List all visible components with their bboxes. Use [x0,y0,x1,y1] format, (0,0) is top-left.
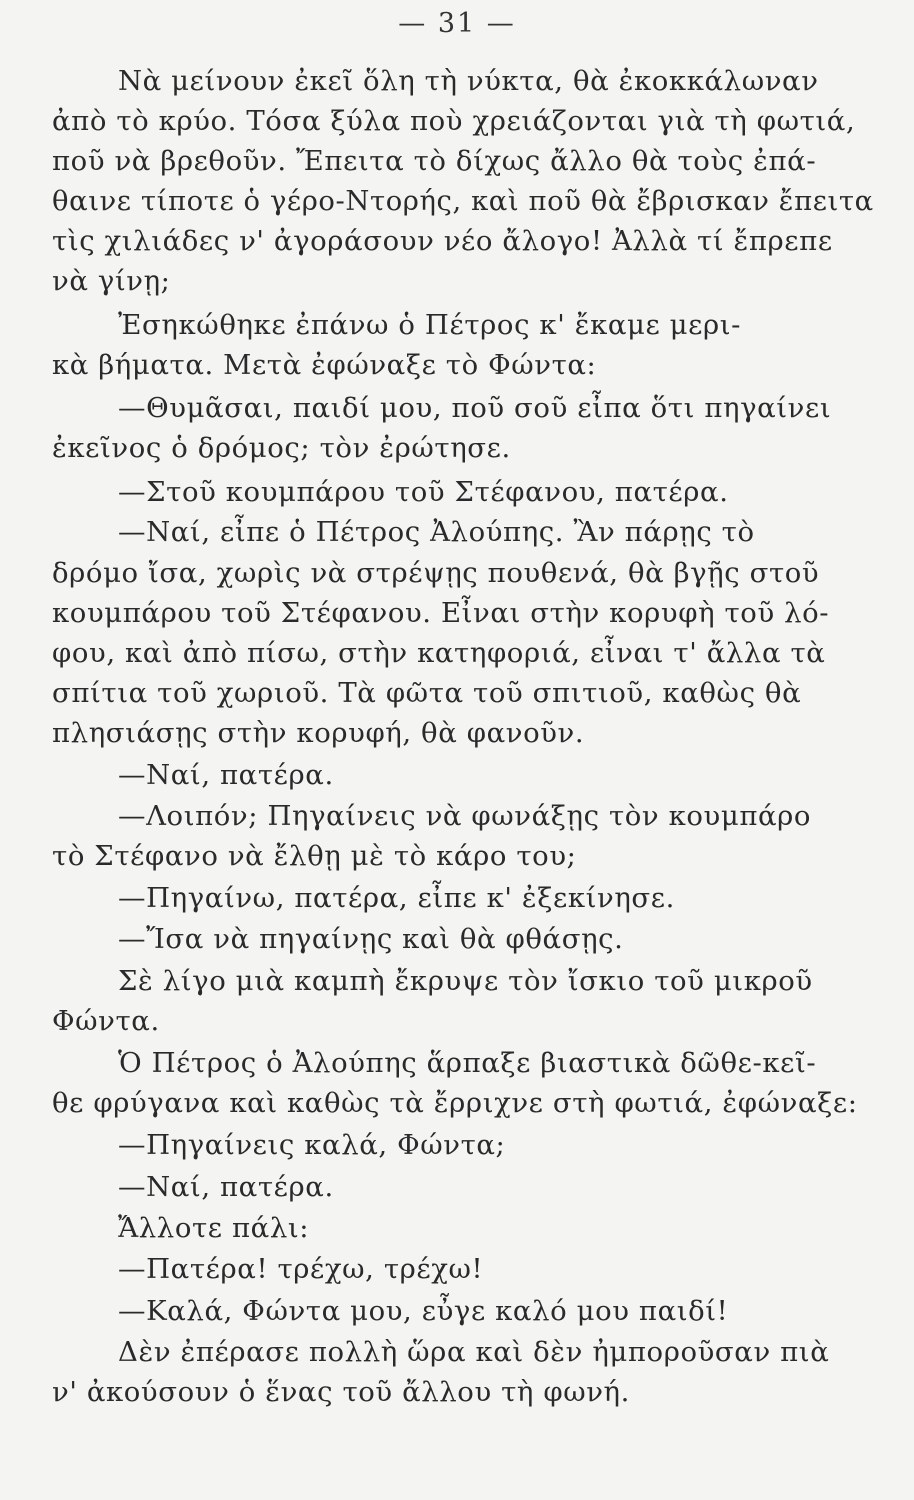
text-line: τὸ Στέφανο νὰ ἔλθῃ μὲ τὸ κάρο του; [52,840,577,872]
text-line: Φώντα. [52,1005,160,1037]
text-line: σπίτια τοῦ χωριοῦ. Τὰ φῶτα τοῦ σπιτιοῦ, καθὼς θὰ [52,677,802,709]
text-line: Ὁ Πέτρος ὁ Ἀλούπης ἅρπαξε βιαστικὰ δῶθε-κεῖ- [118,1047,817,1079]
text-line: —Ναί, πατέρα. [118,1171,334,1203]
text-line: —Ναί, πατέρα. [118,759,334,791]
text-line: θαινε τίποτε ὁ γέρο-Ντορής, καὶ ποῦ θὰ ἔβρισκαν ἔπειτα [52,185,874,217]
text-line: Σὲ λίγο μιὰ καμπὴ ἔκρυψε τὸν ἴσκιο τοῦ μικροῦ [118,965,813,997]
text-line: —Πηγαίνεις καλά, Φώντα; [118,1129,506,1161]
text-line: Ἐσηκώθηκε ἐπάνω ὁ Πέτρος κ' ἔκαμε μερι- [118,309,742,341]
text-line: ἐκεῖνος ὁ δρόμος; τὸν ἐρώτησε. [52,432,511,464]
text-line: ἀπὸ τὸ κρύο. Τόσα ξύλα ποὺ χρειάζονται γιὰ τὴ φωτιά, [52,105,856,137]
text-line: κὰ βήματα. Μετὰ ἐφώναξε τὸ Φώντα: [52,349,597,381]
text-line: φου, καὶ ἀπὸ πίσω, στὴν κατηφοριά, εἶναι τ' ἄλλα τὰ [52,637,826,669]
text-line: —Στοῦ κουμπάρου τοῦ Στέφανου, πατέρα. [118,476,729,508]
text-line: Δὲν ἐπέρασε πολλὴ ὥρα καὶ δὲν ἠμποροῦσαν πιὰ [118,1336,830,1368]
text-line: δρόμο ἴσα, χωρὶς νὰ στρέψῃς πουθενά, θὰ βγῇς στοῦ [52,557,820,589]
text-line: νὰ γίνῃ; [52,265,171,297]
text-line: πλησιάσῃς στὴν κορυφή, θὰ φανοῦν. [52,717,585,749]
text-line: —Ναί, εἶπε ὁ Πέτρος Ἀλούπης. Ἂν πάρῃς τὸ [118,516,755,548]
text-line: —Λοιπόν; Πηγαίνεις νὰ φωνάξῃς τὸν κουμπάρο [118,800,812,832]
text-line: —Πατέρα! τρέχω, τρέχω! [118,1253,484,1285]
text-line: Νὰ μείνουν ἐκεῖ ὅλη τὴ νύκτα, θὰ ἐκοκκάλωναν [118,65,819,97]
text-line: ποῦ νὰ βρεθοῦν. Ἔπειτα τὸ δίχως ἄλλο θὰ τοὺς ἐπά- [52,145,817,177]
text-line: θε φρύγανα καὶ καθὼς τὰ ἔρριχνε στὴ φωτιά, ἐφώναξε: [52,1087,858,1119]
text-line: τὶς χιλιάδες ν' ἀγοράσουν νέο ἄλογο! Ἀλλὰ τί ἔπρεπε [52,225,833,257]
text-line: —Πηγαίνω, πατέρα, εἶπε κ' ἐξεκίνησε. [118,882,675,914]
text-line: κουμπάρου τοῦ Στέφανου. Εἶναι στὴν κορυφὴ τοῦ λό- [52,597,830,629]
text-line: —Θυμᾶσαι, παιδί μου, ποῦ σοῦ εἶπα ὅτι πηγαίνει [118,392,832,424]
page-number: — 31 — [398,8,516,39]
text-line: ν' ἀκούσουν ὁ ἕνας τοῦ ἄλλου τὴ φωνή. [52,1376,630,1408]
text-line: —Ἴσα νὰ πηγαίνῃς καὶ θὰ φθάσῃς. [118,923,624,955]
text-line: Ἄλλοτε πάλι: [118,1212,310,1244]
text-line: —Καλά, Φώντα μου, εὖγε καλό μου παιδί! [118,1295,729,1327]
